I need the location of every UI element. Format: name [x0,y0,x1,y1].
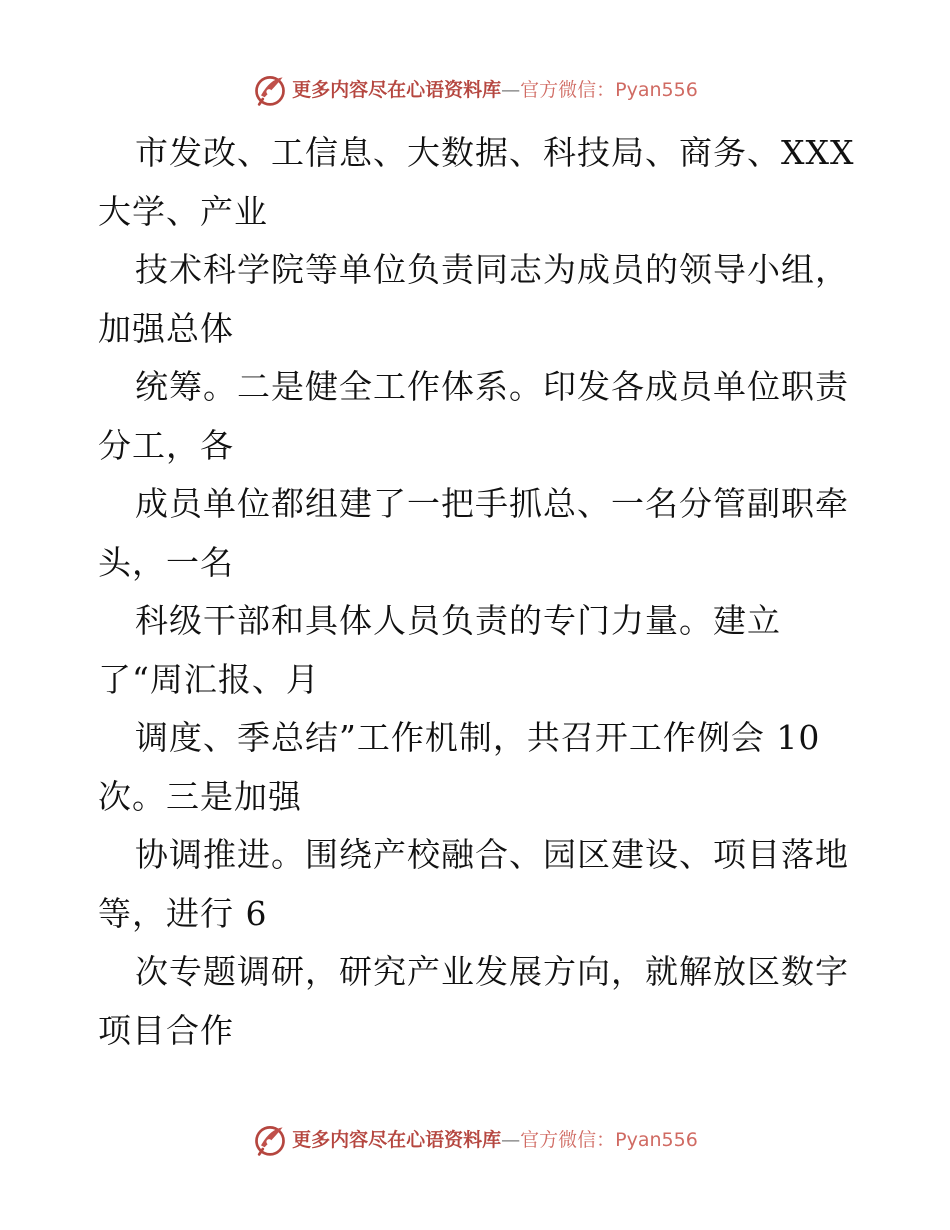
text-line: 了“周汇报、月 [98,659,320,699]
text-line: 次专题调研，研究产业发展方向，就解放区数字 [135,952,849,991]
text-line: 项目合作 [98,1010,234,1050]
document-body [98,124,858,1060]
text-line: 协调推进。围绕产校融合、园区建设、项目落地 [135,835,849,874]
banner-title: 更多内容尽在心语资料库 [292,78,502,101]
text-line: 统筹。二是健全工作体系。印发各成员单位职责 [135,367,849,406]
footer-banner [0,1120,950,1160]
header-banner [0,70,950,110]
text-line: 科级干部和具体人员负责的专门力量。建立 [135,601,781,640]
text-line: 等，进行 6 [98,893,268,933]
banner-title: 更多内容尽在心语资料库 [292,1128,502,1151]
text-line: 调度、季总结”工作机制，共召开工作例会 10 [135,718,821,757]
text-line: 成员单位都组建了一把手抓总、一名分管副职牵 [135,484,849,523]
text-line: 技术科学院等单位负责同志为成员的领导小组， [135,250,849,289]
banner-wechat: 官方微信：Pyan556 [520,1128,698,1151]
banner-separator: — [501,1128,521,1151]
text-line: 大学、产业 [98,191,268,231]
banner-separator: — [501,78,521,101]
text-line: 次。三是加强 [98,776,302,816]
pen-nib-swirl-logo-icon [252,1122,288,1158]
text-line: 加强总体 [98,308,234,348]
text-line: 市发改、工信息、大数据、科技局、商务、XXX [135,133,855,172]
text-line: 头，一名 [98,542,234,582]
pen-nib-swirl-logo-icon [252,72,288,108]
banner-wechat: 官方微信：Pyan556 [520,78,698,101]
text-line: 分工，各 [98,425,234,465]
